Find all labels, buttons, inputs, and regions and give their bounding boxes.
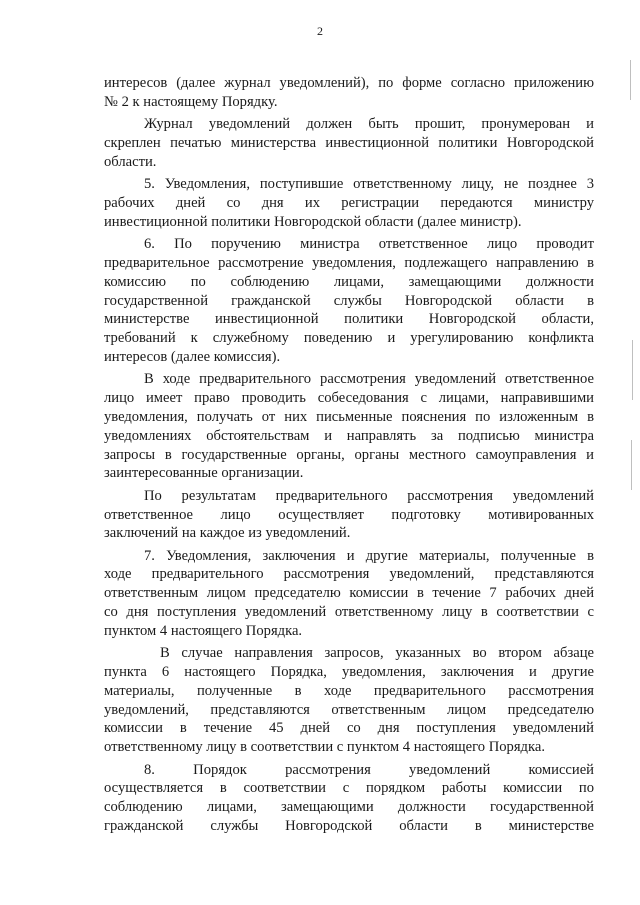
text-line: уведомлениях обстоятельствам и направлять за подписью министра [104,427,594,444]
text-line: комиссии в течение 45 дней со дня поступления уведомлений [104,720,594,737]
text-line: 7. Уведомления, заключения и другие материалы, полученные в [144,547,594,564]
paragraph [104,761,594,836]
text-line: комиссию по соблюдению лицами, замещающими должности [104,273,594,290]
text-line: Журнал уведомлений должен быть прошит, пронумерован и [144,116,594,133]
text-line: пункта 6 настоящего Порядка, уведомления, заключения и другие [104,664,594,681]
paragraph [104,644,594,757]
text-line: предварительное рассмотрение уведомления, подлежащего направлению в [104,254,594,271]
paragraph [104,487,594,543]
text-line: рабочих дней со дня их регистрации передаются министру [104,194,594,211]
text-line: 6. По поручению министра ответственное лицо проводит [144,236,594,253]
paragraph [104,175,594,231]
text-line: осуществляется в соответствии с порядком работы комиссии по [104,780,594,797]
text-line: В случае направления запросов, указанных во втором абзаце [160,645,594,662]
text-line: 8. Порядок рассмотрения уведомлений комиссией [144,761,594,778]
text-line: гражданской службы Новгородской области в министерстве [104,818,594,835]
text-line: ходе предварительного рассмотрения уведомлений, представляются [104,566,594,583]
text-line: пунктом 4 настоящего Порядка. [104,622,303,639]
page-number: 2 [317,24,323,38]
paragraph [104,547,594,641]
text-line: области. [104,153,157,170]
text-line: интересов (далее комиссия). [104,348,281,365]
text-line: со дня поступления уведомлений ответственному лицу в соответствии с [104,604,594,621]
text-line: заинтересованные организации. [104,465,304,482]
text-line: инвестиционной политики Новгородской области (далее министр). [104,213,522,230]
paragraph [104,115,594,171]
text-line: требований к служебному поведению и урегулированию конфликта [104,330,594,347]
text-line: заключений на каждое из уведомлений. [104,525,351,542]
text-line: скреплен печатью министерства инвестиционной политики Новгородской [104,134,594,151]
text-line: ответственным лицом председателю комиссии в течение 7 рабочих дней [104,585,594,602]
text-line: По результатам предварительного рассмотрения уведомлений [144,487,594,504]
paragraph [104,370,594,483]
text-line: ответственное лицо осуществляет подготовку мотивированных [104,506,594,523]
text-line: соблюдению лицами, замещающими должности государственной [104,799,594,816]
text-line: В ходе предварительного рассмотрения уведомлений ответственное [144,371,594,388]
text-line: 5. Уведомления, поступившие ответственному лицу, не позднее 3 [144,176,594,193]
paragraph [104,235,594,367]
scan-speck [632,340,633,400]
paragraph [104,74,594,112]
scan-speck [630,60,631,100]
text-line: лицо имеет право проводить собеседования с лицами, направившими [104,390,594,407]
scan-speck [631,440,632,490]
text-line: уведомлений, представляются ответственным лицом председателю [104,701,594,718]
text-line: государственной гражданской службы Новгородской области в [104,292,594,309]
text-line: уведомления, получать от них письменные пояснения по изложенным в [104,408,594,425]
document-body [104,74,594,836]
text-line: № 2 к настоящему Порядку. [104,93,278,110]
text-line: министерстве инвестиционной политики Новгородской области, [104,311,594,328]
text-line: ответственному лицу в соответствии с пунктом 4 настоящего Порядка. [104,739,545,756]
text-line: интересов (далее журнал уведомлений), по форме согласно приложению [104,75,594,91]
text-line: материалы, полученные в ходе предварительного рассмотрения [104,682,594,699]
text-line: запросы в государственные органы, органы местного самоуправления и [104,446,594,463]
